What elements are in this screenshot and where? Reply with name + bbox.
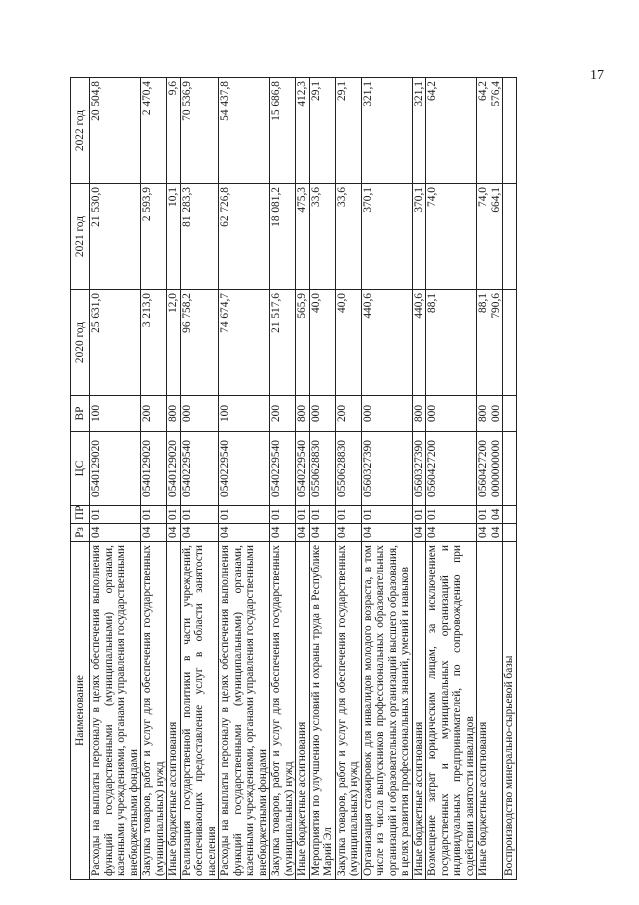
- cell-cs: [503, 432, 517, 506]
- cell-name: Иные бюджетные ассигнования: [167, 542, 181, 880]
- table-row: [412, 78, 426, 880]
- cell-value: 12,0: [167, 293, 179, 313]
- cell-value: 800: [412, 404, 425, 423]
- cell-rz: [309, 524, 335, 542]
- cell-value: 0540129020: [141, 440, 153, 497]
- cell-vr: [219, 396, 270, 432]
- cell-value: 21 517,6: [270, 293, 282, 333]
- cell-pr: [309, 506, 335, 524]
- cell-value: 800: [167, 404, 179, 423]
- cell-vr: [477, 396, 503, 432]
- cell-value: 0540129020: [90, 440, 102, 497]
- cell-value: 0540229540: [180, 440, 193, 497]
- cell-value: 04: [90, 526, 102, 538]
- cell-value: 01: [296, 508, 308, 520]
- cell-pr: [503, 506, 517, 524]
- cell-value: 04: [489, 508, 502, 520]
- cell-value: 0560427200: [426, 440, 438, 497]
- cell-value: 321,1: [361, 81, 374, 107]
- cell-value: 01: [477, 508, 489, 520]
- cell-value: 0540229540: [270, 440, 282, 497]
- cell-value: 000: [426, 404, 438, 423]
- cell-value: 01: [219, 508, 231, 520]
- cell-y2020: [167, 290, 181, 396]
- cell-y2020: [477, 290, 503, 396]
- cell-value: 04: [412, 526, 425, 538]
- header-cs: ЦС: [71, 432, 90, 506]
- cell-name: Закупка товаров, работ и услуг для обеспечения государственных (муниципальных) нужд: [270, 542, 296, 880]
- cell-value: 0000000000: [489, 440, 502, 497]
- page-number: 17: [590, 68, 604, 83]
- cell-pr: [167, 506, 181, 524]
- cell-value: 01: [180, 508, 193, 520]
- cell-pr: [180, 506, 219, 524]
- header-rz: Рз: [71, 524, 90, 542]
- cell-pr: [412, 506, 426, 524]
- cell-value: 64,2: [477, 81, 489, 101]
- cell-rz: [90, 524, 141, 542]
- cell-pr: [426, 506, 477, 524]
- header-name: Наименование: [71, 542, 90, 880]
- budget-table: [70, 77, 517, 880]
- table-body: [90, 78, 517, 880]
- cell-name: Расходы на выплаты персоналу в целях обеспечения выполнения функций государственными (муниципальными) органами, казенными учреждениями, органами управления государственными внебюджетными фондами: [219, 542, 270, 880]
- cell-value: 04: [335, 526, 348, 538]
- cell-y2022: [296, 78, 310, 184]
- cell-value: 000: [180, 404, 193, 423]
- cell-value: 18 081,2: [270, 187, 282, 227]
- table-row: [141, 78, 167, 880]
- cell-y2020: [219, 290, 270, 396]
- cell-vr: [180, 396, 219, 432]
- cell-value: 04: [219, 526, 231, 538]
- cell-y2020: [361, 290, 412, 396]
- cell-y2021: [141, 184, 167, 290]
- cell-y2020: [426, 290, 477, 396]
- cell-value: 0560327390: [412, 440, 425, 497]
- cell-y2022: [309, 78, 335, 184]
- cell-name: Закупка товаров, работ и услуг для обеспечения государственных (муниципальных) нужд: [335, 542, 361, 880]
- cell-pr: [219, 506, 270, 524]
- cell-cs: [90, 432, 141, 506]
- cell-y2022: [270, 78, 296, 184]
- cell-value: 100: [90, 404, 102, 423]
- cell-y2020: [503, 290, 517, 396]
- cell-name: Закупка товаров, работ и услуг для обеспечения государственных (муниципальных) нужд: [141, 542, 167, 880]
- table-row: [503, 78, 517, 880]
- cell-value: 74,0: [477, 187, 489, 207]
- cell-y2021: [296, 184, 310, 290]
- cell-value: 01: [335, 508, 348, 520]
- cell-value: 40,0: [335, 293, 348, 313]
- cell-y2021: [361, 184, 412, 290]
- cell-vr: [309, 396, 335, 432]
- cell-value: 0560427200: [477, 440, 489, 497]
- cell-y2021: [219, 184, 270, 290]
- cell-value: 321,1: [412, 81, 425, 107]
- table-row: [477, 78, 503, 880]
- cell-value: 370,1: [412, 187, 425, 213]
- cell-y2022: [361, 78, 412, 184]
- cell-value: 0540229540: [219, 440, 231, 497]
- cell-value: 000: [361, 404, 374, 423]
- rotated-table-container: [70, 78, 630, 880]
- cell-value: 88,1: [477, 293, 489, 313]
- cell-value: 664,1: [489, 187, 502, 213]
- cell-value: 04: [309, 526, 322, 538]
- cell-value: 475,3: [296, 187, 308, 213]
- header-vr: ВР: [71, 396, 90, 432]
- cell-vr: [361, 396, 412, 432]
- cell-value: 88,1: [426, 293, 438, 313]
- table-row: [180, 78, 219, 880]
- cell-value: 01: [141, 508, 153, 520]
- cell-rz: [503, 524, 517, 542]
- header-2022: 2022 год: [71, 78, 90, 184]
- cell-value: 0550628830: [309, 440, 322, 497]
- cell-value: 01: [90, 508, 102, 520]
- cell-y2022: [503, 78, 517, 184]
- cell-vr: [167, 396, 181, 432]
- header-2020: 2020 год: [71, 290, 90, 396]
- cell-rz: [219, 524, 270, 542]
- cell-value: 62 726,8: [219, 187, 231, 227]
- cell-value: 40,0: [309, 293, 322, 313]
- cell-value: 70 536,9: [180, 81, 193, 121]
- cell-value: 04: [141, 526, 153, 538]
- cell-y2021: [90, 184, 141, 290]
- cell-y2022: [167, 78, 181, 184]
- cell-value: 04: [180, 526, 193, 538]
- cell-value: 3 213,0: [141, 293, 153, 328]
- table-row: [167, 78, 181, 880]
- cell-y2020: [412, 290, 426, 396]
- cell-cs: [361, 432, 412, 506]
- cell-y2020: [335, 290, 361, 396]
- cell-value: 04: [296, 526, 308, 538]
- cell-pr: [335, 506, 361, 524]
- cell-value: 74 674,7: [219, 293, 231, 333]
- cell-rz: [141, 524, 167, 542]
- cell-value: 04: [167, 526, 179, 538]
- cell-value: 33,6: [309, 187, 322, 207]
- cell-pr: [477, 506, 503, 524]
- cell-name: Иные бюджетные ассигнования: [412, 542, 426, 880]
- cell-rz: [180, 524, 219, 542]
- table-row: [361, 78, 412, 880]
- cell-value: 100: [219, 404, 231, 423]
- cell-rz: [412, 524, 426, 542]
- cell-value: 200: [335, 404, 348, 423]
- cell-value: 370,1: [361, 187, 374, 213]
- cell-y2021: [477, 184, 503, 290]
- cell-y2022: [141, 78, 167, 184]
- cell-value: 000: [489, 404, 502, 423]
- cell-name: Расходы на выплаты персоналу в целях обеспечения выполнения функций государственными (муниципальными) органами, казенными учреждениями, органами управления государственными внебюджетными фондами: [90, 542, 141, 880]
- cell-y2020: [90, 290, 141, 396]
- cell-name: Реализация государственной политики в части учреждений, обеспечивающих предоставление услуг в области занятости населения: [180, 542, 219, 880]
- cell-pr: [90, 506, 141, 524]
- cell-y2020: [180, 290, 219, 396]
- cell-cs: [477, 432, 503, 506]
- cell-rz: [167, 524, 181, 542]
- cell-y2020: [296, 290, 310, 396]
- cell-cs: [296, 432, 310, 506]
- cell-cs: [426, 432, 477, 506]
- cell-value: 01: [412, 508, 425, 520]
- cell-pr: [296, 506, 310, 524]
- cell-y2021: [335, 184, 361, 290]
- cell-value: 74,0: [426, 187, 438, 207]
- cell-value: 440,6: [361, 293, 374, 319]
- cell-value: 04: [426, 526, 438, 538]
- cell-vr: [503, 396, 517, 432]
- cell-value: 01: [167, 508, 179, 520]
- cell-value: 01: [361, 508, 374, 520]
- cell-y2020: [270, 290, 296, 396]
- cell-value: 200: [270, 404, 282, 423]
- cell-y2021: [412, 184, 426, 290]
- cell-value: 29,1: [335, 81, 348, 101]
- cell-value: 440,6: [412, 293, 425, 319]
- cell-value: 33,6: [335, 187, 348, 207]
- cell-cs: [270, 432, 296, 506]
- cell-value: 64,2: [426, 81, 438, 101]
- cell-cs: [309, 432, 335, 506]
- cell-pr: [141, 506, 167, 524]
- cell-y2021: [180, 184, 219, 290]
- table-row: [309, 78, 335, 880]
- cell-name: Иные бюджетные ассигнования: [296, 542, 310, 880]
- cell-pr: [270, 506, 296, 524]
- cell-value: 565,9: [296, 293, 308, 319]
- cell-vr: [412, 396, 426, 432]
- cell-name: Мероприятия по улучшению условий и охраны труда в Республике Марий Эл: [309, 542, 335, 880]
- cell-name: Возмещение затрат юридическим лицам, за исключением государственных и муниципальных организаций и индивидуальных предпринимателей, по сопровождению при содействии занятости инвалидов: [426, 542, 477, 880]
- cell-cs: [335, 432, 361, 506]
- cell-value: 790,6: [489, 293, 502, 319]
- cell-value: 10,1: [167, 187, 179, 207]
- cell-vr: [270, 396, 296, 432]
- cell-rz: [335, 524, 361, 542]
- cell-value: 2 470,4: [141, 81, 153, 116]
- cell-cs: [141, 432, 167, 506]
- table-row: [426, 78, 477, 880]
- cell-value: 04: [489, 526, 502, 538]
- cell-rz: [361, 524, 412, 542]
- cell-value: 200: [141, 404, 153, 423]
- cell-value: 0540129020: [167, 440, 179, 497]
- cell-value: 800: [477, 404, 489, 423]
- cell-value: 01: [309, 508, 322, 520]
- cell-vr: [141, 396, 167, 432]
- cell-value: 0550628830: [335, 440, 348, 497]
- cell-cs: [412, 432, 426, 506]
- cell-y2021: [270, 184, 296, 290]
- cell-y2020: [141, 290, 167, 396]
- cell-value: 81 283,3: [180, 187, 193, 227]
- cell-value: 2 593,9: [141, 187, 153, 222]
- cell-y2021: [167, 184, 181, 290]
- cell-value: 20 504,8: [90, 81, 102, 121]
- cell-y2021: [309, 184, 335, 290]
- cell-value: 96 758,2: [180, 293, 193, 333]
- cell-vr: [296, 396, 310, 432]
- cell-rz: [426, 524, 477, 542]
- cell-value: 04: [270, 526, 282, 538]
- cell-y2022: [412, 78, 426, 184]
- cell-y2021: [503, 184, 517, 290]
- cell-value: 25 631,0: [90, 293, 102, 333]
- cell-cs: [219, 432, 270, 506]
- cell-cs: [180, 432, 219, 506]
- header-pr: ПР: [71, 506, 90, 524]
- cell-rz: [477, 524, 503, 542]
- cell-rz: [270, 524, 296, 542]
- cell-name: Воспроизводство минерально-сырьевой базы: [503, 542, 517, 880]
- cell-name: Иные бюджетные ассигнования: [477, 542, 503, 880]
- cell-value: 0560327390: [361, 440, 374, 497]
- cell-rz: [296, 524, 310, 542]
- cell-value: 21 530,0: [90, 187, 102, 227]
- cell-value: 01: [270, 508, 282, 520]
- table-row: [296, 78, 310, 880]
- cell-value: 15 686,8: [270, 81, 282, 121]
- table-header-row: [71, 78, 90, 880]
- header-2021: 2021 год: [71, 184, 90, 290]
- cell-cs: [167, 432, 181, 506]
- cell-value: 800: [296, 404, 308, 423]
- cell-value: 0540229540: [296, 440, 308, 497]
- cell-value: 01: [426, 508, 438, 520]
- cell-y2021: [426, 184, 477, 290]
- cell-value: 576,4: [489, 81, 502, 107]
- cell-value: 9,6: [167, 81, 179, 96]
- cell-y2022: [90, 78, 141, 184]
- cell-y2022: [426, 78, 477, 184]
- cell-y2022: [335, 78, 361, 184]
- cell-value: 000: [309, 404, 322, 423]
- cell-name: Организация стажировок для инвалидов молодого возраста, в том числе из числа выпускников профессиональных образовательных организаций и образовательных организаций высшего образования, в целях развития профессиональных знаний, умений и навыков: [361, 542, 412, 880]
- cell-y2020: [309, 290, 335, 396]
- table-row: [270, 78, 296, 880]
- cell-vr: [426, 396, 477, 432]
- cell-vr: [335, 396, 361, 432]
- cell-value: 29,1: [309, 81, 322, 101]
- table-row: [335, 78, 361, 880]
- cell-value: 04: [477, 526, 489, 538]
- cell-y2022: [477, 78, 503, 184]
- table-row: [90, 78, 141, 880]
- table-row: [219, 78, 270, 880]
- cell-y2022: [180, 78, 219, 184]
- cell-pr: [361, 506, 412, 524]
- cell-y2022: [219, 78, 270, 184]
- cell-value: 54 437,8: [219, 81, 231, 121]
- cell-value: 412,3: [296, 81, 308, 107]
- cell-value: 04: [361, 526, 374, 538]
- cell-vr: [90, 396, 141, 432]
